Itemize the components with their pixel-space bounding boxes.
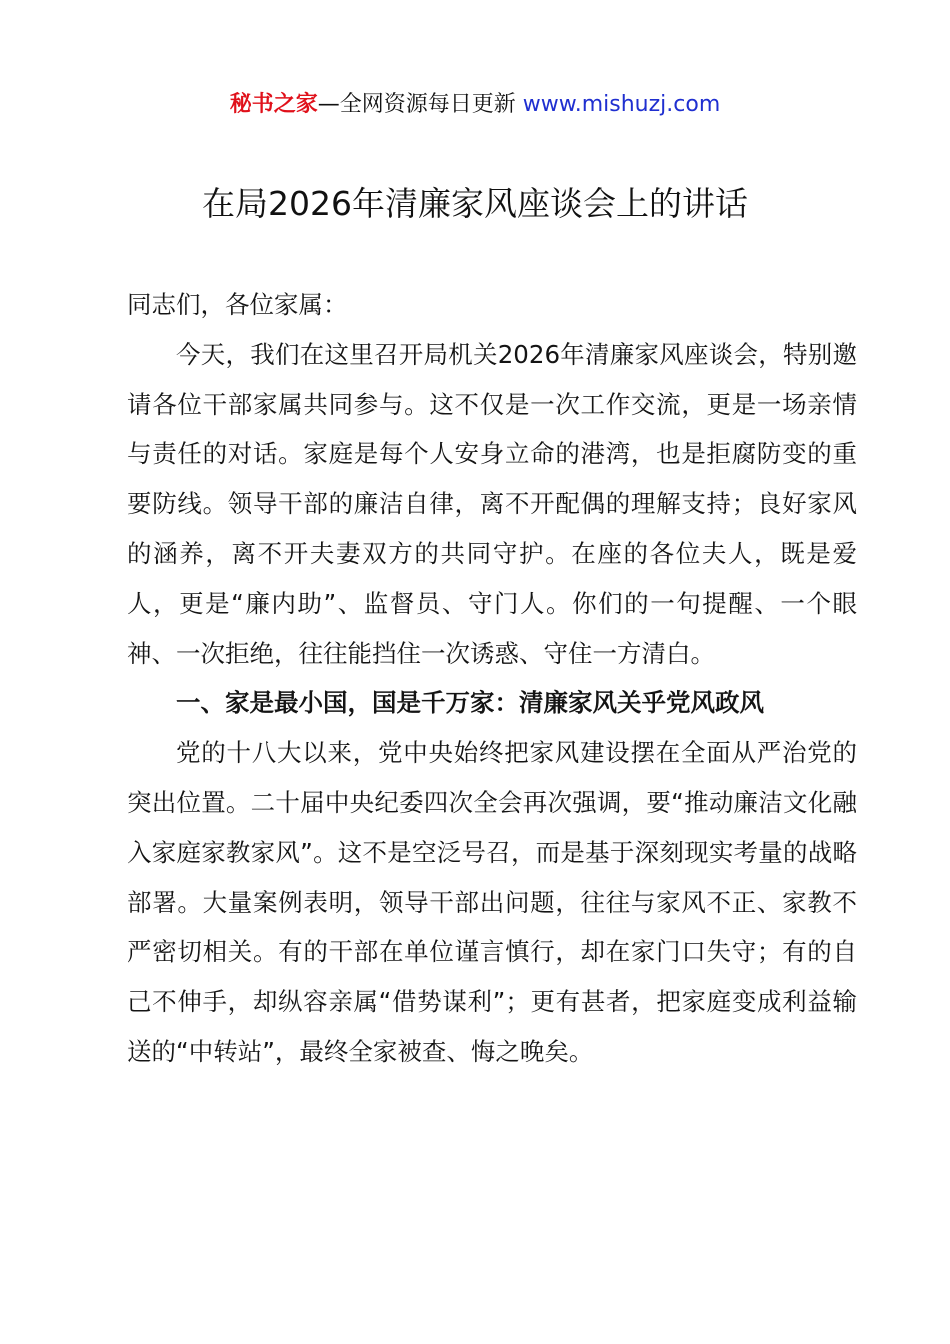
paragraph-section-1: 党的十八大以来，党中央始终把家风建设摆在全面从严治党的突出位置。二十届中央纪委四次全会再次强调，要“推动廉洁文化融入家庭家教家风”。这不是空泛号召，而是基于深刻现实考量的战略部署。大量案例表明，领导干部出问题，往往与家风不正、家教不严密切相关。有的干部在单位谨言慎行，却在家门口失守；有的自己不伸手，却纵容亲属“借势谋利”；更有甚者，把家庭变成利益输送的“中转站”，最终全家被查、悔之晚矣。 [127,738,857,1066]
salutation: 同志们，各位家属： [127,290,348,319]
section-heading: 一、家是最小国，国是千万家：清廉家风关乎党风政风 [176,688,764,718]
site-url-link[interactable]: www.mishuzj.com [522,92,721,117]
site-slogan: —全网资源每日更新 [317,92,523,117]
site-brand: 秘书之家 [229,92,318,117]
site-header [0,88,950,122]
document-body [127,280,857,1077]
document-title: 在局2026年清廉家风座谈会上的讲话 [202,184,748,223]
paragraph-intro: 今天，我们在这里召开局机关2026年清廉家风座谈会，特别邀请各位干部家属共同参与。这不仅是一次工作交流，更是一场亲情与责任的对话。家庭是每个人安身立命的港湾，也是拒腐防变的重要防线。领导干部的廉洁自律，离不开配偶的理解支持；良好家风的涵养，离不开夫妻双方的共同守护。在座的各位夫人，既是爱人，更是“廉内助”、监督员、守门人。你们的一句提醒、一个眼神、一次拒绝，往往能挡住一次诱惑、守住一方清白。 [127,339,857,668]
